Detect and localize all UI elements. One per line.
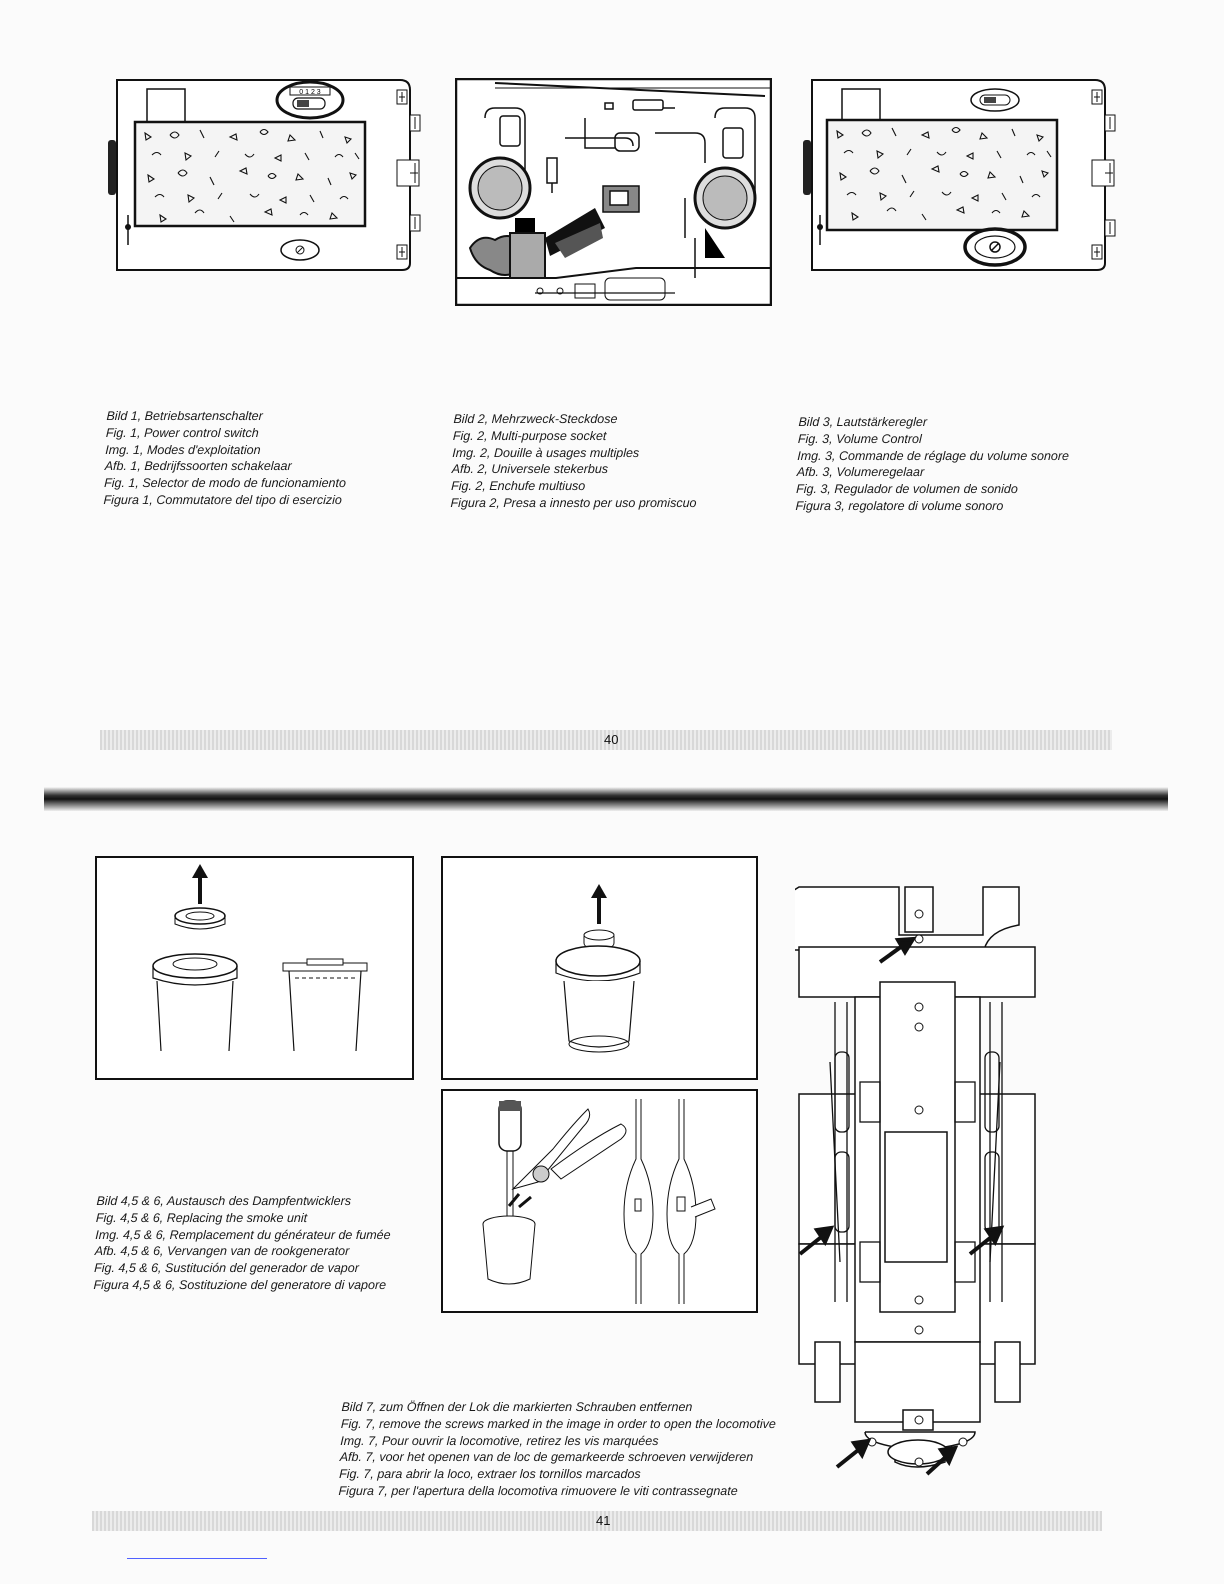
figure-2-multipurpose-socket xyxy=(455,78,772,306)
figure-5-smoke-unit-pull xyxy=(441,856,758,1081)
caption-fig7: Bild 7, zum Öffnen der Lok die markierten Schrauben entfernen Fig. 7, remove the screws marked in the image in order to open the locomotive Img. 7, Pour ouvrir la locomotive, retirez les vis marquées Afb. 7, voor het openen van de loc de gemarkeerde schroeven verwijderen Fig. 7, para abrir la loco, extraer los tornillos marcados Figura 7, per l'apertura della locomotiva rimuovere le viti contrassegnate xyxy=(338,1400,777,1498)
caption-fig1: Bild 1, Betriebsartenschalter Fig. 1, Power control switch Img. 1, Modes d'exploitation Afb. 1, Bedrijfssoorten schakelaar Fig. 1, Selector de modo de funcionamiento Figura 1, Commutatore del tipo di esercizio xyxy=(103,409,347,507)
figure-1-power-switch xyxy=(100,75,435,275)
caption-fig2: Bild 2, Mehrzweck-Steckdose Fig. 2, Multi-purpose socket Img. 2, Douille à usages multiples Afb. 2, Universele stekerbus Fig. 2, Enchufe multiuso Figura 2, Presa a innesto per uso promiscuo xyxy=(450,412,697,510)
page-number-top: 40 xyxy=(604,732,619,747)
caption-fig3: Bild 3, Lautstärkeregler Fig. 3, Volume Control Img. 3, Commande de réglage du volume sonore Afb. 3, Volumeregelaar Fig. 3, Regulador de volumen de sonido Figura 3, regolatore di volume sonoro xyxy=(795,415,1070,513)
page-number-bottom: 41 xyxy=(596,1513,611,1528)
switch-scale-label: 0 1 2 3 xyxy=(299,89,321,96)
figure-4-smoke-unit-removal xyxy=(95,856,415,1081)
figure-7-locomotive-chassis xyxy=(795,882,1040,1482)
book-spine xyxy=(44,787,1168,811)
caption-fig456: Bild 4,5 & 6, Austausch des Dampfentwicklers Fig. 4,5 & 6, Replacing the smoke unit Img. 4,5 & 6, Remplacement du générateur de fumée Afb. 4,5 & 6, Vervangen van de rookgenerator Fig. 4,5 & 6, Sustitución del generador de vapor Figura 4,5 & 6, Sostituzione del generatore di vapore xyxy=(93,1194,391,1292)
figure-3-volume-control xyxy=(800,75,1130,275)
scan-edge-line xyxy=(127,1558,267,1559)
figure-6-wire-cutting xyxy=(441,1089,758,1314)
